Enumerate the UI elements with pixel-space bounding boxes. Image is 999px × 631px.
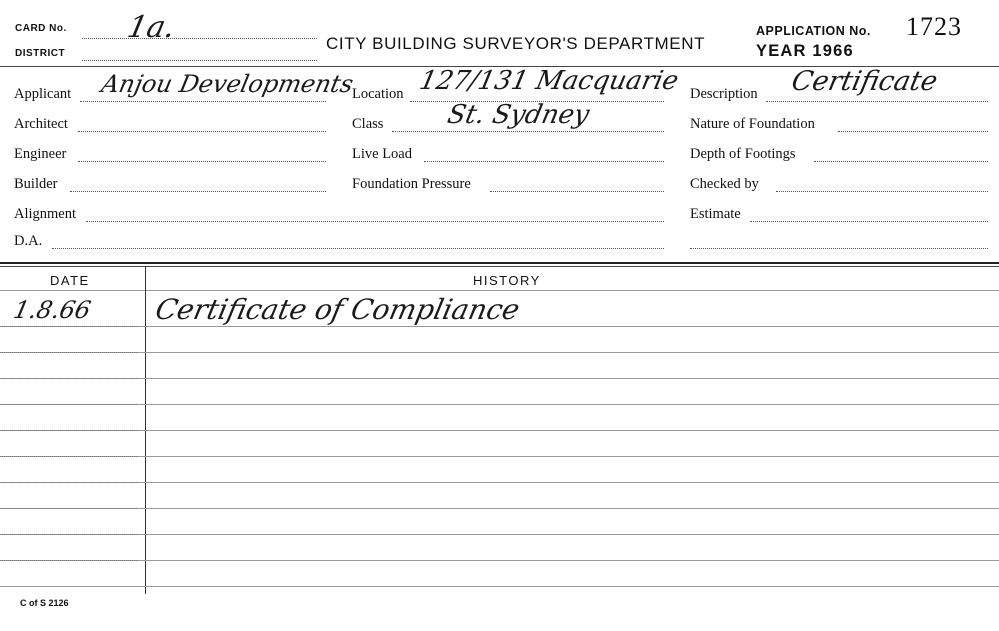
- alignment-line: [86, 221, 664, 222]
- date-row-dots: [0, 352, 137, 353]
- date-row-dots: [0, 326, 137, 327]
- district-line: [82, 60, 317, 61]
- location-label: Location: [352, 86, 404, 102]
- applicant-label: Applicant: [14, 86, 72, 102]
- checked-by-label: Checked by: [690, 176, 759, 192]
- location-value-line2: St. Sydney: [444, 100, 592, 130]
- year-label: YEAR 1966: [756, 42, 854, 60]
- history-row-line: [0, 326, 999, 327]
- history-row-line: [0, 404, 999, 405]
- applicant-line: [80, 101, 326, 102]
- date-column-header: DATE: [50, 273, 90, 288]
- department-title: CITY BUILDING SURVEYOR'S DEPARTMENT: [326, 34, 706, 53]
- nature-of-foundation-label: Nature of Foundation: [690, 116, 815, 132]
- da-line: [52, 248, 664, 249]
- architect-label: Architect: [14, 116, 68, 132]
- history-entry-date: 1.8.66: [11, 296, 94, 324]
- da-label: D.A.: [14, 233, 43, 249]
- alignment-label: Alignment: [14, 206, 77, 222]
- description-value: Certificate: [788, 66, 941, 97]
- live-load-line: [424, 161, 664, 162]
- date-row-dots: [0, 560, 137, 561]
- history-row-line: [0, 430, 999, 431]
- depth-of-footings-label: Depth of Footings: [690, 146, 796, 162]
- foundation-pressure-line: [490, 191, 664, 192]
- estimate-label: Estimate: [690, 206, 741, 222]
- checked-by-line: [776, 191, 988, 192]
- history-row-line: [0, 508, 999, 509]
- builder-line: [70, 191, 326, 192]
- architect-line: [78, 131, 326, 132]
- history-column-header: HISTORY: [473, 273, 541, 288]
- history-row-line: [0, 534, 999, 535]
- blank-line-right: [690, 248, 988, 249]
- card-no-value: 1a.: [124, 10, 179, 45]
- history-row-line: [0, 378, 999, 379]
- nature-of-foundation-line: [838, 131, 988, 132]
- description-label: Description: [690, 86, 758, 102]
- application-no-value: 1723: [906, 12, 962, 41]
- date-row-dots: [0, 378, 137, 379]
- date-row-dots: [0, 430, 137, 431]
- description-line: [766, 101, 988, 102]
- card-no-line: [82, 38, 317, 39]
- foundation-pressure-label: Foundation Pressure: [352, 176, 471, 192]
- history-entry-text: Certificate of Compliance: [152, 293, 523, 326]
- builder-label: Builder: [14, 176, 58, 192]
- estimate-line: [750, 221, 988, 222]
- class-line: [392, 131, 664, 132]
- location-value: 127/131 Macquarie: [416, 66, 682, 96]
- history-row-line: [0, 456, 999, 457]
- date-row-dots: [0, 404, 137, 405]
- engineer-line: [78, 161, 326, 162]
- date-row-dots: [0, 482, 137, 483]
- card-no-label: CARD No.: [15, 23, 67, 34]
- history-top-rule-inner: [0, 266, 999, 267]
- date-row-dots: [0, 508, 137, 509]
- live-load-label: Live Load: [352, 146, 412, 162]
- form-code: C of S 2126: [20, 598, 69, 608]
- date-row-dots: [0, 456, 137, 457]
- date-row-dots: [0, 534, 137, 535]
- history-row-line: [0, 560, 999, 561]
- applicant-value: Anjou Developments: [99, 70, 356, 98]
- history-top-rule: [0, 262, 999, 264]
- history-row-line: [0, 586, 999, 587]
- history-header-rule: [0, 290, 999, 291]
- engineer-label: Engineer: [14, 146, 67, 162]
- depth-of-footings-line: [814, 161, 988, 162]
- history-row-line: [0, 482, 999, 483]
- history-row-line: [0, 352, 999, 353]
- class-label: Class: [352, 116, 384, 132]
- application-no-label: APPLICATION No.: [756, 24, 871, 38]
- district-label: DISTRICT: [15, 48, 66, 59]
